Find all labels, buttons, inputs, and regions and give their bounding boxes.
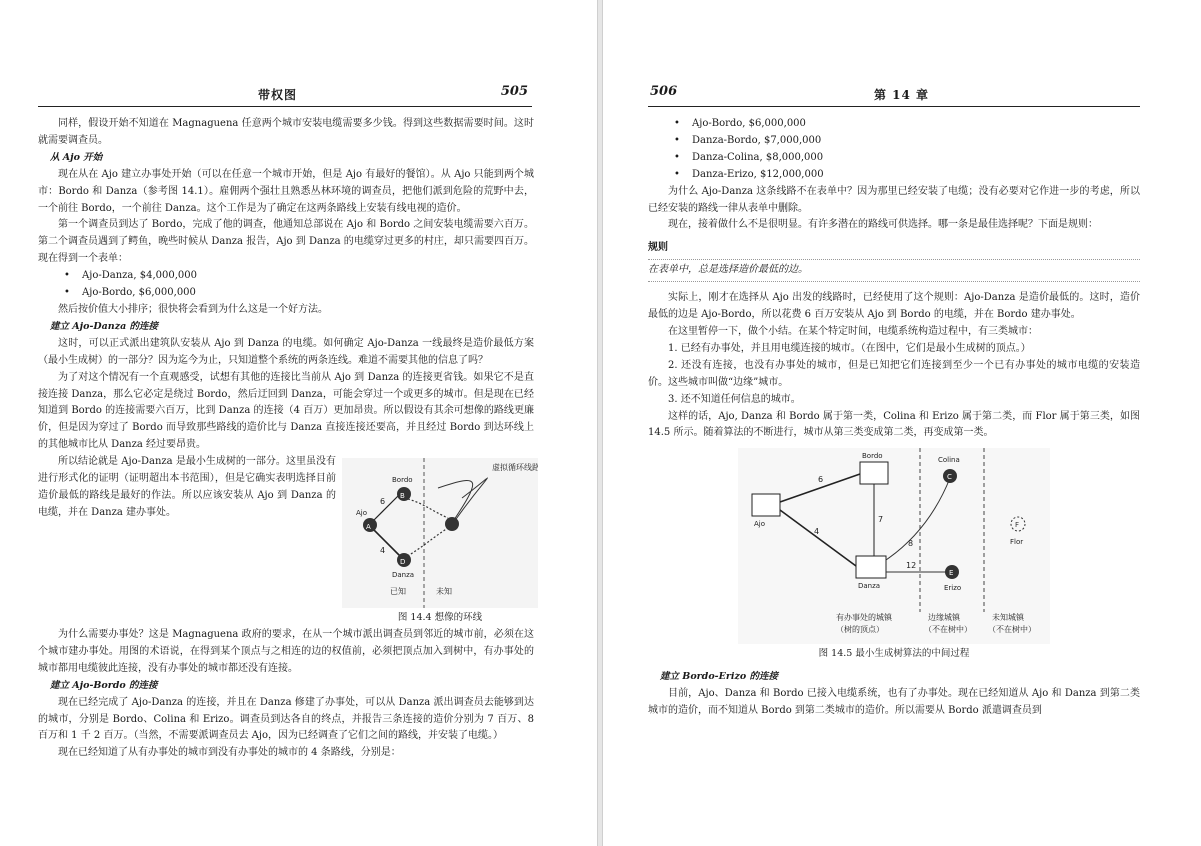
edge-weight-ab: 6 [380,497,386,507]
legend-fringe-towns: 边缘城镇 [928,613,960,623]
figure-side-text [38,454,336,627]
left-page [0,0,598,846]
bordo-building [860,462,888,484]
paragraph: 实际上，刚才在选择从 Ajo 出发的线路时，已经使用了这个规则：Ajo-Danza 是造价最低的。这时，造价最低的边是 Ajo-Bordo，所以花费 6 百万安装从 Ajo 到 Bordo 的电缆，并在 Bordo 建办事处。 [648,292,1140,321]
list-item: • Danza-Colina, $8,000,000 [674,150,1140,167]
label-bordo: Bordo [862,452,883,461]
figure-14-5-image [738,448,1050,644]
edge-weight-6: 6 [818,475,824,485]
numbered-item: 1. 已经有办事处，并且用电缆连接的城市。（在图中，它们是最小生成树的顶点。） [668,342,1031,354]
list-item: • Danza-Bordo, $7,000,000 [674,133,1140,150]
paragraph: 然后按价值大小排序；很快将会看到为什么这是一个好方法。 [58,303,328,315]
label-danza: Danza [392,571,415,580]
section-heading: 从 Ajo 开始 [50,151,103,163]
figure-caption: 图 14.4 想像的环线 [397,612,483,624]
label-colina: Colina [938,456,960,465]
label-danza: Danza [858,582,881,591]
right-page-header [648,84,1140,107]
paragraph: 在这里暂停一下，做个小结。在某个特定时间，电缆系统构造过程中，有三类城市： [668,325,1038,337]
figure-14-4 [342,454,538,627]
edge-weight-12: 12 [906,561,917,571]
rule-title: 规则 [648,240,1140,260]
paragraph [38,370,534,455]
edge-weight-ad: 4 [380,546,386,556]
legend-tree-towns: 有办事处的城镇 [836,613,892,623]
danza-building [856,556,886,578]
node-d-letter: D [400,558,406,567]
paragraph: 这样的话，Ajo, Danza 和 Bordo 属于第一类，Colina 和 Erizo 属于第二类，而 Flor 属于第三类，如图 14.5 所示。随着算法的不断进行，城市从第三类变成第二类，再变成第一类。 [648,410,1140,439]
right-body-text [648,116,1140,720]
label-unknown: 未知 [436,587,452,597]
right-page [602,0,1201,846]
mst-intermediate-diagram [738,448,1050,644]
label-ajo: Ajo [356,509,368,518]
numbered-item: 3. 还不知道任何信息的城市。 [668,393,801,405]
legend-unknown-towns: 未知城镇 [992,613,1024,623]
left-page-header [38,84,532,107]
section-heading: 建立 Ajo-Bordo 的连接 [50,679,158,691]
paragraph: 现在已经知道了从有办事处的城市到没有办事处的城市的 4 条路线，分别是： [58,747,401,759]
list-item: • Ajo-Danza, $4,000,000 [64,268,534,285]
node-c-letter: C [947,473,952,482]
edge-weight-7: 7 [878,515,884,525]
list-item: • Ajo-Bordo, $6,000,000 [674,116,1140,133]
label-bordo: Bordo [392,476,413,485]
route-list [648,116,1140,184]
numbered-item: 2. 还没有连接，也没有办事处的城市，但是已知把它们连接到至少一个已有办事处的城市电缆的安装造价。这些城市叫做“边缘”城市。 [648,359,1140,388]
rule-body: 在表单中，总是选择造价最低的边。 [648,260,1140,282]
paragraph: 现在已经完成了 Ajo-Danza 的连接，并且在 Danza 修建了办事处，可以从 Danza 派出调查员去能够到达的城市，分别是 Bordo、Colina 和 Erizo。调查员到达各自的终点，并报告三条连接的造价分别为 7 百万、8 百万和 1 千 2 百万。（当然，不需要派调查员去 Ajo，因为已经调查了它们之间的路线，并安装了电缆。） [38,696,534,742]
section-heading: 建立 Ajo-Danza 的连接 [50,320,159,332]
paragraph: 第一个调查员到达了 Bordo，完成了他的调查，他通知总部说在 Ajo 和 Bordo 之间安装电缆需要六百万。第二个调查员遇到了鳄鱼，晚些时候从 Danza 报告，Ajo 到 Danza 的电缆穿过更多的村庄，却只需要四百万。现在得到一个表单： [38,219,534,265]
paragraph: 所以结论就是 Ajo-Danza 是最小生成树的一部分。这里虽没有进行形式化的证明（证明超出本书范围），但是它确实表明选择目前造价最低的路线是最好的作法。所以应该安装从 Ajo 到 Danza 的电缆，并在 Danza 建办事处。 [38,456,336,518]
running-title: 第 14 章 [874,88,930,102]
list-item: • Danza-Erizo, $12,000,000 [674,167,1140,184]
label-erizo: Erizo [944,584,962,593]
paragraph: 目前，Ajo、Danza 和 Bordo 已接入电缆系统，也有了办事处。现在已经知道从 Ajo 和 Danza 到第二类城市的造价，而不知道从 Bordo 到第二类城市的造价。所以需要从 Bordo 派遣调查员到 [648,688,1140,717]
rule-box [648,240,1140,282]
node-b-letter: B [400,492,405,501]
paragraph: 这时，可以正式派出建筑队安装从 Ajo 到 Danza 的电缆。如何确定 Ajo-Danza 一线最终是造价最低方案（最小生成树）的一部分？因为迄今为止，只知道整个系统的两条连线。难道不需要其他的信息了吗？ [38,337,534,366]
paragraph: 现在，接着做什么不是很明显。有许多潜在的路线可供选择。哪一条是最佳选择呢？下面是规则： [668,219,1098,231]
cost-list [38,268,534,302]
list-item: • Ajo-Bordo, $6,000,000 [64,285,534,302]
node-x [445,517,459,531]
edge-weight-8: 8 [908,539,914,549]
legend-unknown-towns-note: （不在树中） [988,625,1036,635]
figure-caption: 图 14.5 最小生成树算法的中间过程 [818,648,970,660]
figure-block [38,454,538,627]
paragraph: 同样，假设开始不知道在 Magnaguena 任意两个城市安装电缆需要多少钱。得到这些数据需要时间。这时就需要调查员。 [38,118,534,146]
section-heading: 建立 Bordo-Erizo 的连接 [660,671,778,683]
label-known: 已知 [390,587,406,597]
edge-weight-4: 4 [814,527,820,537]
node-f-letter: F [1015,521,1020,530]
paragraph: 为什么需要办事处？这是 Magnaguena 政府的要求，在从一个城市派出调查员到邻近的城市前，必须在这个城市建办事处。用图的术语说，在得到某个顶点与之相连的边的权值前，必须把顶点加入到树中，有办事处的城市都用电缆彼此连接，没有办事处的城市都还没有连接。 [38,629,534,674]
left-body-text [38,116,538,762]
legend-tree-towns-note: （树的顶点） [836,625,884,635]
paragraph: 为什么 Ajo-Danza 这条线路不在表单中？因为那里已经安装了电缆；没有必要对它作进一步的考虑，所以已经安装的路线一律从表单中删除。 [648,185,1140,214]
loop-annotation: 虚拟循环线路 [492,463,538,473]
paragraph-text: 为了对这个情况有一个直观感受，试想有其他的连接比当前从 Ajo 到 Danza 的连接更省钱。如果它不是直接连接 Danza，那么它必定是绕过 Bordo，然后迂回到 Danza，可能会穿过一个或更多的城市。但是现在已经知道到 Bordo 的连接需要六百万，比到 Danza 的连接（4 百万）更加昂贵。所以假设有其余可想像的路线更廉价，但是因为穿过了 Bordo 而导致那些路线的造价比与 Danza 直接连接还要高，并且经过 Bordo 到达环线上的其他城市比从 Danza 经过要昂贵。 [38,371,534,451]
imagined-loop-diagram [342,458,538,608]
ajo-building [752,494,780,516]
legend-fringe-towns-note: （不在树中） [924,625,972,635]
node-e-letter: E [949,569,954,578]
running-title: 带权图 [258,88,298,102]
paragraph: 现在从在 Ajo 建立办事处开始（可以在任意一个城市开始，但是 Ajo 有最好的餐馆）。从 Ajo 只能到两个城市：Bordo 和 Danza（参考图 14.1）。雇佣两个强壮且熟悉丛林环境的调查员，把他们派到危险的荒野中去，一个前往 Bordo，一个前往 Danza。这个工作是为了确定在这两条路线上安装有线电视的造价。 [38,168,534,214]
label-ajo: Ajo [754,520,766,529]
label-flor: Flor [1010,538,1024,547]
node-a-letter: A [366,523,371,532]
page-number: 505 [500,84,528,99]
page-number: 506 [650,84,678,99]
figure-14-4-image [342,458,538,608]
